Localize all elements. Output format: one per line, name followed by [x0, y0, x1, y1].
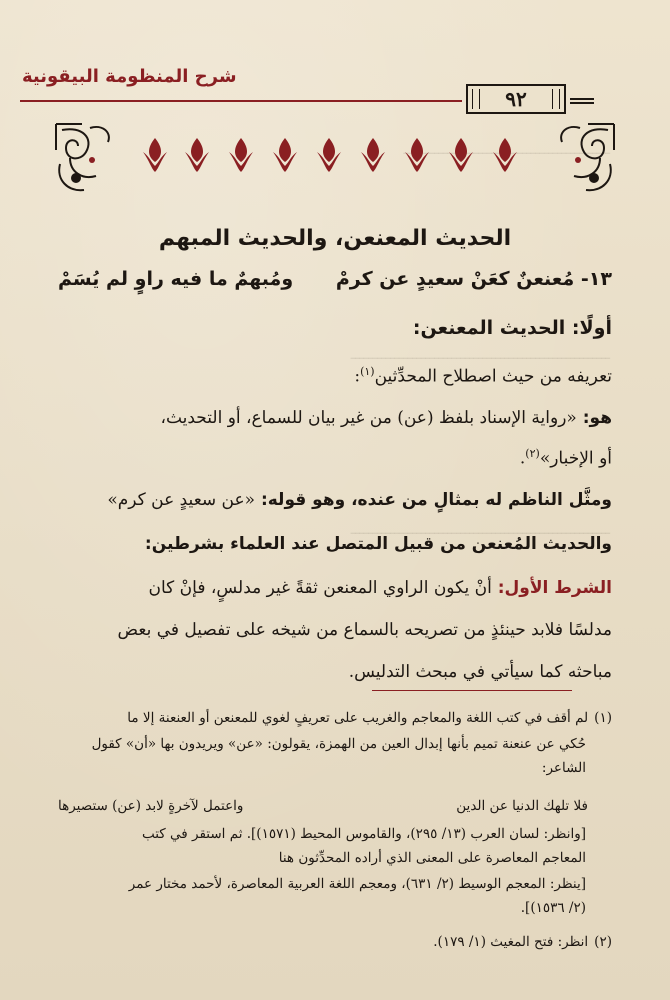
show-through-text: ـــــــــــــــــــــــــــــــــــــــــــــــــــــــــــ: [350, 345, 610, 363]
page-number-frame: [466, 84, 566, 114]
fleuron-icon: [317, 138, 341, 172]
footnote-2-text: انظر: فتح المغيث (١/ ١٧٩).: [433, 934, 589, 950]
footnote-ref-2: (٢): [525, 447, 540, 460]
definition-text-2: أو الإخبار»: [539, 448, 612, 469]
verse-line: [58, 268, 612, 302]
verse-second-hemistich: ومُبهمٌ ما فيه راوٍ لم يُسَمْ: [58, 268, 294, 290]
subheading-muanan: أولًا: الحديث المعنعن:: [412, 317, 612, 339]
footnote-1-line-3: الشاعر:: [541, 760, 586, 776]
footnote-1-text-1: لم أقف في كتب اللغة والمعاجم والغريب على تعريفٍ لغوي للمعنعن أو العنعنة إلا ما: [127, 710, 589, 726]
definition-label: هو:: [576, 408, 612, 428]
fleuron-icon: [185, 138, 209, 172]
section-title: الحديث المعنعن، والحديث المبهم: [158, 226, 512, 251]
footnote-1-line-2: حُكي عن عنعنة تميم بأنها إبدال العين من الهمزة، يقولون: «عن» ويريدون بها «أن» كقول: [91, 736, 586, 752]
conditions-heading: والحديث المُعنعن من قبيل المتصل عند العلماء بشرطين:: [144, 534, 612, 554]
corner-ornament-right-icon: [561, 124, 614, 190]
condition1-line-1: [56, 574, 612, 602]
footnote-2-number: (٢): [594, 934, 612, 950]
fleuron-icon: [405, 138, 429, 172]
fleuron-icon: [493, 138, 517, 172]
footnote-1-line-4: [وانظر: لسان العرب (١٣/ ٢٩٥)، والقاموس المحيط (١٥٧١)]. ثم استقر في كتب: [141, 826, 586, 842]
page-number: ٩٢: [505, 87, 527, 111]
condition1-label: الشرط الأول:: [491, 578, 612, 598]
verse-first-hemistich: ١٣- مُعنعنٌ كعَنْ سعيدٍ عن كرمْ: [335, 268, 612, 290]
definition-line-1: [56, 404, 612, 432]
footnote-1-line-1: [56, 706, 612, 730]
definition-intro: تعريفه من حيث اصطلاح المحدِّثين$^{(١)}$:: [354, 365, 612, 387]
fleuron-row: [143, 138, 517, 172]
definition-text-1: «رواية الإسناد بلفظ (عن) من غير بيان للسماع، أو التحديث،: [160, 408, 577, 428]
footnote-2: [56, 930, 612, 954]
condition1-line-2: مدلسًا فلابد حينئذٍ من تصريحه بالسماع من شيخه على تفصيل في بعض: [117, 620, 612, 640]
condition1-line-3: مباحثه كما سيأتي في مبحث التدليس.: [348, 662, 612, 682]
fleuron-icon: [361, 138, 385, 172]
footnote-poem: [58, 798, 588, 822]
footnote-1-line-6: [ينظر: المعجم الوسيط (٢/ ٦٣١)، ومعجم اللغة العربية المعاصرة، لأحمد مختار عمر: [128, 876, 586, 892]
footnote-1-number: (١): [594, 710, 612, 726]
example-quote: «عن سعيدٍ عن كرم»: [107, 490, 256, 510]
footnote-ref-1: (١): [360, 365, 375, 378]
fleuron-icon: [449, 138, 473, 172]
footnote-1-line-5: المعاجم المعاصرة على المعنى الذي أراده المحدِّثون هنا: [278, 850, 586, 866]
fleuron-icon: [273, 138, 297, 172]
footnote-separator: [372, 690, 572, 691]
poem-first-hemistich: فلا تلهك الدنيا عن الدين: [456, 798, 588, 814]
fleuron-icon: [229, 138, 253, 172]
footnote-1-line-7: (٢/ ١٥٣٦)].: [520, 900, 586, 916]
ornament-band: [52, 120, 618, 200]
show-through-text: ـــــــــــــــــــــــــــــــــــــــــــــــــــــــــــ: [350, 520, 610, 538]
poem-second-hemistich: واعتمل لآخرةٍ لابد (عن) ستصيرها: [58, 798, 244, 814]
running-title: شرح المنظومة البيقونية: [22, 66, 237, 87]
example-lead: ومثَّل الناظم له بمثالٍ من عنده، وهو قوله:: [255, 490, 612, 510]
corner-ornament-left-icon: [56, 124, 109, 190]
header-rule: [20, 100, 462, 102]
definition-line-2: أو الإخبار»$^{(٢)}$.: [519, 447, 612, 469]
header-double-dash: [570, 98, 594, 104]
condition1-text-1: أنْ يكون الراوي المعنعن ثقةً غير مدلسٍ، فإنْ كان: [148, 578, 492, 598]
example-line: [56, 486, 612, 514]
definition-intro-text: تعريفه من حيث اصطلاح المحدِّثين: [374, 366, 612, 387]
fleuron-icon: [143, 138, 167, 172]
